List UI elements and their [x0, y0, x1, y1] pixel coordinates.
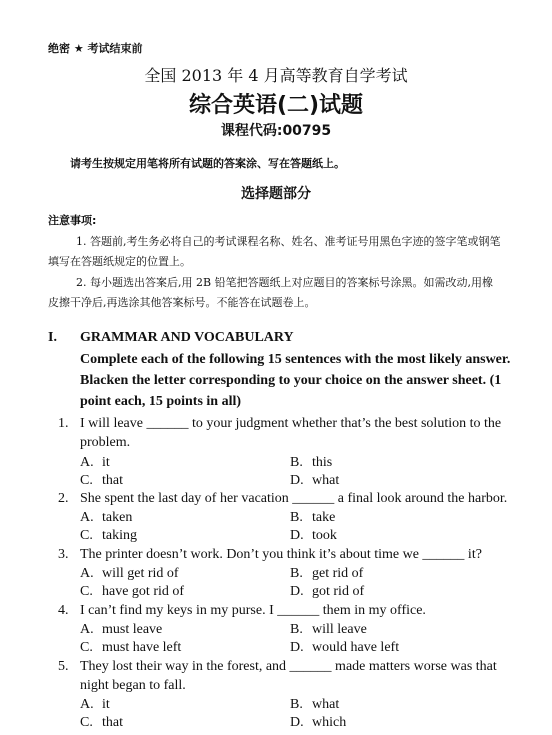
question-number: 5. — [58, 659, 69, 674]
option-a[interactable] — [80, 455, 110, 471]
option-c[interactable] — [80, 715, 123, 731]
option-a[interactable] — [80, 510, 132, 526]
question-text-continued: problem. — [80, 435, 131, 450]
option-text: must leave — [102, 622, 163, 637]
notice-item-2-line-2: 皮擦干净后,再选涂其他答案标号。不能答在试题卷上。 — [48, 296, 316, 309]
option-text: that — [102, 473, 123, 488]
confidential-label: 绝密 ★ 考试结束前 — [48, 42, 143, 55]
option-text: what — [312, 697, 340, 712]
question-text: They lost their way in the forest, and ______ made matters worse was that — [80, 659, 497, 674]
section-directions-line-2: Blacken the letter corresponding to your choice on the answer sheet. (1 — [80, 373, 502, 388]
option-letter: A. — [80, 697, 94, 712]
option-text: got rid of — [312, 584, 365, 599]
question-text-continued: night began to fall. — [80, 678, 186, 693]
question-text: She spent the last day of her vacation ______ a final look around the harbor. — [80, 491, 508, 506]
question-number: 4. — [58, 603, 69, 618]
option-letter: B. — [290, 455, 303, 470]
option-b[interactable] — [290, 697, 339, 713]
notice-item-1-line-2: 填写在答题纸规定的位置上。 — [48, 255, 191, 268]
notice-item-1-line-1: 1. 答题前,考生务必将自己的考试课程名称、姓名、准考证号用黑色字迹的签字笔或钢笔 — [76, 235, 501, 248]
option-b[interactable] — [290, 455, 332, 471]
instruction-text: 请考生按规定用笔将所有试题的答案涂、写在答题纸上。 — [70, 157, 345, 170]
option-text: must have left — [102, 640, 182, 655]
option-text: took — [312, 528, 337, 543]
question-number: 3. — [58, 547, 69, 562]
option-d[interactable] — [290, 715, 346, 731]
option-letter: B. — [290, 622, 303, 637]
question-text: I will leave ______ to your judgment whether that’s the best solution to the — [80, 416, 502, 431]
section-title: GRAMMAR AND VOCABULARY — [80, 330, 294, 345]
option-c[interactable] — [80, 640, 181, 656]
option-letter: C. — [80, 715, 93, 730]
option-d[interactable] — [290, 640, 399, 656]
option-text: will get rid of — [102, 566, 179, 581]
option-c[interactable] — [80, 528, 137, 544]
option-letter: D. — [290, 473, 304, 488]
section-number: I. — [48, 330, 57, 345]
option-text: that — [102, 715, 123, 730]
option-letter: A. — [80, 622, 94, 637]
option-text: what — [312, 473, 340, 488]
option-a[interactable] — [80, 622, 162, 638]
section-directions-line-3: point each, 15 points in all) — [80, 394, 242, 409]
option-letter: A. — [80, 566, 94, 581]
option-letter: B. — [290, 566, 303, 581]
option-text: it — [102, 697, 110, 712]
option-text: this — [312, 455, 333, 470]
part-title: 选择题部分 — [241, 186, 311, 202]
notice-heading: 注意事项: — [48, 214, 97, 227]
option-d[interactable] — [290, 584, 364, 600]
exam-title-line1: 全国 2013 年 4 月高等教育自学考试 — [144, 66, 408, 85]
option-letter: C. — [80, 640, 93, 655]
option-letter: A. — [80, 455, 94, 470]
option-b[interactable] — [290, 510, 335, 526]
option-d[interactable] — [290, 473, 339, 489]
option-text: which — [312, 715, 347, 730]
question-number: 2. — [58, 491, 69, 506]
exam-title-line2: 综合英语(二)试题 — [188, 93, 364, 118]
option-letter: B. — [290, 510, 303, 525]
option-letter: D. — [290, 528, 304, 543]
option-d[interactable] — [290, 528, 337, 544]
question-text: The printer doesn’t work. Don’t you think it’s about time we ______ it? — [80, 547, 482, 562]
section-directions-line-1: Complete each of the following 15 sentences with the most likely answer. — [80, 352, 511, 367]
option-text: take — [312, 510, 336, 525]
option-letter: D. — [290, 715, 304, 730]
option-text: taking — [102, 528, 137, 543]
option-letter: B. — [290, 697, 303, 712]
option-text: it — [102, 455, 110, 470]
option-text: get rid of — [312, 566, 364, 581]
option-text: would have left — [312, 640, 400, 655]
option-letter: A. — [80, 510, 94, 525]
option-letter: C. — [80, 528, 93, 543]
option-b[interactable] — [290, 622, 367, 638]
option-text: taken — [102, 510, 133, 525]
course-code: 课程代码:00795 — [220, 123, 332, 139]
option-a[interactable] — [80, 566, 179, 582]
option-c[interactable] — [80, 584, 184, 600]
option-letter: C. — [80, 473, 93, 488]
question-text: I can’t find my keys in my purse. I ______ them in my office. — [80, 603, 426, 618]
option-letter: C. — [80, 584, 93, 599]
question-number: 1. — [58, 416, 69, 431]
option-text: have got rid of — [102, 584, 185, 599]
option-b[interactable] — [290, 566, 363, 582]
option-c[interactable] — [80, 473, 123, 489]
option-text: will leave — [312, 622, 367, 637]
option-a[interactable] — [80, 697, 110, 713]
option-letter: D. — [290, 584, 304, 599]
notice-item-2-line-1: 2. 每小题选出答案后,用 2B 铅笔把答题纸上对应题目的答案标号涂黑。如需改动,用橡 — [76, 276, 494, 289]
option-letter: D. — [290, 640, 304, 655]
